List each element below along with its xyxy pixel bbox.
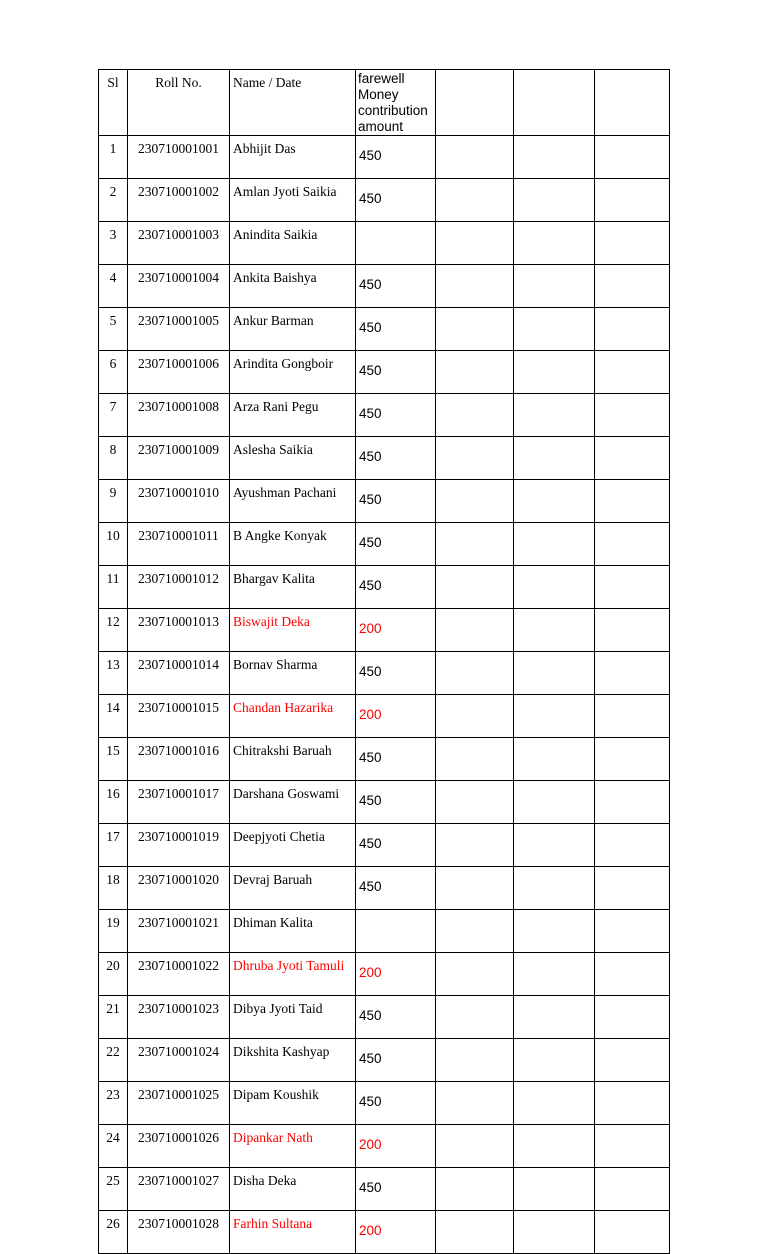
table-row <box>99 394 670 437</box>
cell-sl: 22 <box>99 1039 128 1082</box>
cell-amount: 200 <box>356 695 436 738</box>
empty-cell <box>514 265 595 308</box>
empty-cell <box>595 394 670 437</box>
empty-cell <box>514 824 595 867</box>
table-row <box>99 695 670 738</box>
table-row <box>99 1039 670 1082</box>
cell-amount: 200 <box>356 1211 436 1254</box>
cell-sl: 1 <box>99 136 128 179</box>
cell-amount: 450 <box>356 652 436 695</box>
cell-amount: 450 <box>356 523 436 566</box>
cell-sl: 14 <box>99 695 128 738</box>
cell-amount: 450 <box>356 480 436 523</box>
table-row <box>99 1168 670 1211</box>
empty-cell <box>514 953 595 996</box>
empty-cell <box>436 136 514 179</box>
cell-roll-no: 230710001015 <box>128 695 230 738</box>
cell-name: Ayushman Pachani <box>230 480 356 523</box>
empty-cell <box>514 695 595 738</box>
empty-cell <box>595 1125 670 1168</box>
cell-roll-no: 230710001010 <box>128 480 230 523</box>
empty-cell <box>595 1039 670 1082</box>
empty-cell <box>595 222 670 265</box>
cell-roll-no: 230710001008 <box>128 394 230 437</box>
empty-cell <box>514 867 595 910</box>
cell-sl: 8 <box>99 437 128 480</box>
empty-cell <box>436 781 514 824</box>
empty-cell <box>514 1125 595 1168</box>
table-row <box>99 824 670 867</box>
table-row <box>99 1211 670 1254</box>
empty-cell <box>595 996 670 1039</box>
cell-roll-no: 230710001011 <box>128 523 230 566</box>
table-row <box>99 351 670 394</box>
empty-cell <box>436 351 514 394</box>
empty-cell <box>436 222 514 265</box>
empty-cell <box>514 566 595 609</box>
empty-cell <box>514 609 595 652</box>
cell-sl: 7 <box>99 394 128 437</box>
cell-name: Bhargav Kalita <box>230 566 356 609</box>
table-row <box>99 265 670 308</box>
table-row <box>99 136 670 179</box>
empty-cell <box>436 1082 514 1125</box>
empty-cell <box>595 1168 670 1211</box>
empty-cell <box>436 265 514 308</box>
cell-roll-no: 230710001024 <box>128 1039 230 1082</box>
empty-cell <box>514 480 595 523</box>
cell-amount: 450 <box>356 867 436 910</box>
cell-roll-no: 230710001001 <box>128 136 230 179</box>
empty-cell <box>595 1082 670 1125</box>
table-row <box>99 953 670 996</box>
empty-cell <box>595 566 670 609</box>
cell-name: Farhin Sultana <box>230 1211 356 1254</box>
cell-amount: 450 <box>356 437 436 480</box>
cell-amount: 450 <box>356 179 436 222</box>
empty-cell <box>436 867 514 910</box>
cell-name: Chandan Hazarika <box>230 695 356 738</box>
cell-sl: 19 <box>99 910 128 953</box>
cell-amount: 200 <box>356 953 436 996</box>
empty-cell <box>514 738 595 781</box>
cell-name: Dhiman Kalita <box>230 910 356 953</box>
empty-cell <box>595 910 670 953</box>
empty-cell <box>595 265 670 308</box>
empty-cell <box>595 1211 670 1254</box>
cell-amount: 200 <box>356 609 436 652</box>
cell-roll-no: 230710001005 <box>128 308 230 351</box>
empty-cell <box>595 523 670 566</box>
empty-cell <box>436 566 514 609</box>
cell-roll-no: 230710001026 <box>128 1125 230 1168</box>
empty-cell <box>595 351 670 394</box>
cell-amount <box>356 222 436 265</box>
table-row <box>99 222 670 265</box>
cell-roll-no: 230710001009 <box>128 437 230 480</box>
header-name-date: Name / Date <box>230 70 356 136</box>
empty-cell <box>514 996 595 1039</box>
empty-cell <box>595 652 670 695</box>
cell-name: B Angke Konyak <box>230 523 356 566</box>
cell-roll-no: 230710001017 <box>128 781 230 824</box>
empty-cell <box>595 179 670 222</box>
cell-name: Dikshita Kashyap <box>230 1039 356 1082</box>
cell-amount: 450 <box>356 1039 436 1082</box>
table-row <box>99 609 670 652</box>
empty-cell <box>595 437 670 480</box>
cell-name: Dhruba Jyoti Tamuli <box>230 953 356 996</box>
cell-sl: 12 <box>99 609 128 652</box>
table-row <box>99 566 670 609</box>
cell-amount: 450 <box>356 265 436 308</box>
cell-sl: 26 <box>99 1211 128 1254</box>
empty-cell <box>514 1168 595 1211</box>
cell-sl: 20 <box>99 953 128 996</box>
cell-roll-no: 230710001002 <box>128 179 230 222</box>
cell-amount: 450 <box>356 394 436 437</box>
cell-name: Dipankar Nath <box>230 1125 356 1168</box>
cell-amount: 450 <box>356 1168 436 1211</box>
empty-cell <box>514 394 595 437</box>
cell-name: Arindita Gongboir <box>230 351 356 394</box>
cell-name: Dibya Jyoti Taid <box>230 996 356 1039</box>
cell-roll-no: 230710001028 <box>128 1211 230 1254</box>
empty-cell <box>595 136 670 179</box>
cell-sl: 13 <box>99 652 128 695</box>
empty-cell <box>595 953 670 996</box>
table-row <box>99 652 670 695</box>
empty-cell <box>436 179 514 222</box>
cell-name: Darshana Goswami <box>230 781 356 824</box>
cell-sl: 3 <box>99 222 128 265</box>
empty-cell <box>514 1211 595 1254</box>
empty-cell <box>436 1039 514 1082</box>
cell-sl: 10 <box>99 523 128 566</box>
empty-cell <box>436 1168 514 1211</box>
cell-sl: 16 <box>99 781 128 824</box>
cell-amount: 450 <box>356 781 436 824</box>
empty-cell <box>514 351 595 394</box>
table-body <box>99 70 670 1254</box>
table-row <box>99 480 670 523</box>
cell-name: Amlan Jyoti Saikia <box>230 179 356 222</box>
empty-cell <box>436 738 514 781</box>
cell-roll-no: 230710001022 <box>128 953 230 996</box>
empty-cell <box>436 996 514 1039</box>
cell-sl: 6 <box>99 351 128 394</box>
empty-cell <box>514 136 595 179</box>
cell-amount: 450 <box>356 351 436 394</box>
cell-sl: 23 <box>99 1082 128 1125</box>
table-row <box>99 996 670 1039</box>
empty-cell <box>514 910 595 953</box>
header-contribution-amount: farewell Money contribution amount <box>356 70 436 136</box>
cell-roll-no: 230710001004 <box>128 265 230 308</box>
cell-amount: 450 <box>356 136 436 179</box>
cell-amount <box>356 910 436 953</box>
empty-cell <box>595 480 670 523</box>
table-row <box>99 867 670 910</box>
cell-name: Biswajit Deka <box>230 609 356 652</box>
empty-cell <box>514 523 595 566</box>
table-row <box>99 1082 670 1125</box>
table-row <box>99 781 670 824</box>
cell-roll-no: 230710001014 <box>128 652 230 695</box>
cell-sl: 25 <box>99 1168 128 1211</box>
cell-name: Aslesha Saikia <box>230 437 356 480</box>
cell-roll-no: 230710001003 <box>128 222 230 265</box>
empty-cell <box>436 953 514 996</box>
cell-roll-no: 230710001006 <box>128 351 230 394</box>
cell-name: Anindita Saikia <box>230 222 356 265</box>
cell-name: Ankita Baishya <box>230 265 356 308</box>
empty-cell <box>436 652 514 695</box>
cell-sl: 18 <box>99 867 128 910</box>
cell-roll-no: 230710001027 <box>128 1168 230 1211</box>
empty-cell <box>595 609 670 652</box>
header-empty-cell <box>514 70 595 136</box>
cell-name: Abhijit Das <box>230 136 356 179</box>
cell-name: Devraj Baruah <box>230 867 356 910</box>
table-row <box>99 1125 670 1168</box>
cell-amount: 450 <box>356 566 436 609</box>
cell-roll-no: 230710001020 <box>128 867 230 910</box>
empty-cell <box>595 695 670 738</box>
cell-amount: 450 <box>356 1082 436 1125</box>
header-row <box>99 70 670 136</box>
empty-cell <box>595 308 670 351</box>
cell-roll-no: 230710001016 <box>128 738 230 781</box>
header-empty-cell <box>595 70 670 136</box>
empty-cell <box>436 308 514 351</box>
cell-sl: 11 <box>99 566 128 609</box>
empty-cell <box>514 1039 595 1082</box>
empty-cell <box>514 781 595 824</box>
header-sl: Sl <box>99 70 128 136</box>
cell-amount: 450 <box>356 996 436 1039</box>
cell-roll-no: 230710001023 <box>128 996 230 1039</box>
empty-cell <box>436 609 514 652</box>
table-row <box>99 910 670 953</box>
empty-cell <box>595 781 670 824</box>
cell-name: Arza Rani Pegu <box>230 394 356 437</box>
empty-cell <box>514 1082 595 1125</box>
cell-name: Disha Deka <box>230 1168 356 1211</box>
empty-cell <box>436 480 514 523</box>
cell-roll-no: 230710001021 <box>128 910 230 953</box>
cell-amount: 450 <box>356 738 436 781</box>
cell-sl: 9 <box>99 480 128 523</box>
table-row <box>99 437 670 480</box>
cell-name: Ankur Barman <box>230 308 356 351</box>
empty-cell <box>595 824 670 867</box>
cell-roll-no: 230710001019 <box>128 824 230 867</box>
empty-cell <box>436 1125 514 1168</box>
contribution-table <box>98 69 670 1254</box>
cell-sl: 24 <box>99 1125 128 1168</box>
empty-cell <box>514 437 595 480</box>
header-empty-cell <box>436 70 514 136</box>
empty-cell <box>514 652 595 695</box>
table-row <box>99 179 670 222</box>
empty-cell <box>436 437 514 480</box>
cell-roll-no: 230710001025 <box>128 1082 230 1125</box>
empty-cell <box>436 523 514 566</box>
empty-cell <box>436 1211 514 1254</box>
cell-name: Chitrakshi Baruah <box>230 738 356 781</box>
cell-amount: 450 <box>356 308 436 351</box>
empty-cell <box>436 695 514 738</box>
cell-sl: 5 <box>99 308 128 351</box>
empty-cell <box>595 738 670 781</box>
header-roll-no: Roll No. <box>128 70 230 136</box>
table-row <box>99 738 670 781</box>
cell-name: Dipam Koushik <box>230 1082 356 1125</box>
table-row <box>99 308 670 351</box>
empty-cell <box>514 308 595 351</box>
empty-cell <box>514 179 595 222</box>
cell-sl: 17 <box>99 824 128 867</box>
empty-cell <box>595 867 670 910</box>
cell-name: Deepjyoti Chetia <box>230 824 356 867</box>
empty-cell <box>436 394 514 437</box>
cell-amount: 200 <box>356 1125 436 1168</box>
cell-sl: 15 <box>99 738 128 781</box>
cell-sl: 21 <box>99 996 128 1039</box>
cell-sl: 4 <box>99 265 128 308</box>
cell-roll-no: 230710001012 <box>128 566 230 609</box>
empty-cell <box>436 824 514 867</box>
table-row <box>99 523 670 566</box>
cell-amount: 450 <box>356 824 436 867</box>
empty-cell <box>436 910 514 953</box>
cell-roll-no: 230710001013 <box>128 609 230 652</box>
cell-name: Bornav Sharma <box>230 652 356 695</box>
empty-cell <box>514 222 595 265</box>
cell-sl: 2 <box>99 179 128 222</box>
